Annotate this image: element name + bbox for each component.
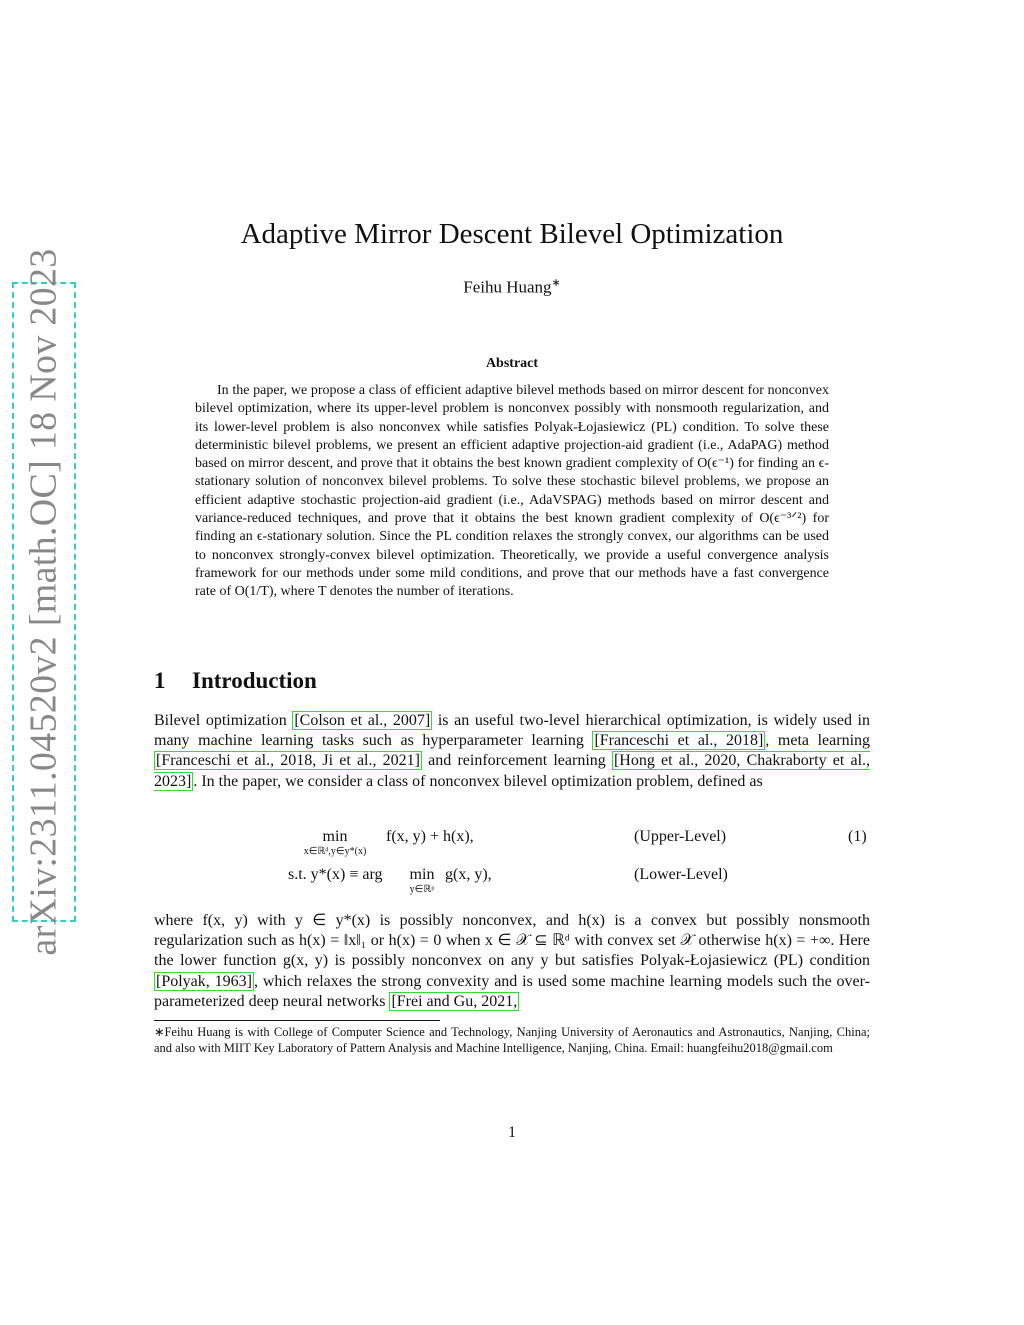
- min-operator: min: [322, 828, 348, 845]
- author-footnote-mark[interactable]: ∗: [551, 277, 561, 289]
- equation-row1-label: (Upper-Level): [634, 828, 727, 845]
- footnote-divider: [154, 1020, 440, 1021]
- author-name: Feihu Huang: [463, 277, 552, 297]
- equation-row1-expression: f(x, y) + h(x),: [386, 828, 474, 845]
- page-number: 1: [508, 1124, 516, 1141]
- equation-number: (1): [848, 828, 867, 845]
- text-run: , meta learning: [765, 732, 871, 750]
- section-heading: [154, 668, 317, 694]
- equation-row2-operator: [404, 866, 440, 895]
- section-number: 1: [154, 668, 166, 693]
- citation-link[interactable]: [Polyak, 1963]: [156, 972, 252, 990]
- text-run: . In the paper, we consider a class of nonconvex bilevel optimization problem, defined as: [193, 772, 763, 790]
- abstract-text: In the paper, we propose a class of efficient adaptive bilevel methods based on mirror descent for nonconvex bilevel optimization, where its upper-level problem is nonconvex possibly with nonsmooth regularization, and its lower-level problem is also nonconvex while satisfies Polyak-Łojasiewicz (PL) condition. To solve these deterministic bilevel problems, we present an efficient adaptive projection-aid gradient (i.e., AdaPAG) method based on mirror descent, and prove that it obtains the best known gradient complexity of O(ϵ⁻¹) for finding an ϵ-stationary solution of nonconvex bilevel problems. To solve these stochastic bilevel problems, we propose an efficient adaptive stochastic projection-aid gradient (i.e., AdaVSPAG) methods based on mirror descent and variance-reduced techniques, and prove that it obtains the best known gradient complexity of O(ϵ⁻³ᐟ²) for finding an ϵ-stationary solution. Since the PL condition relaxes the strongly convex, our algorithms can be used to nonconvex strongly-convex bilevel optimization. Theoretically, we provide a useful convergence analysis framework for our methods under some mild conditions, and prove that our methods have a fast convergence rate of O(1/T), where T denotes the number of iterations.: [195, 383, 829, 600]
- paper-title: Adaptive Mirror Descent Bilevel Optimization: [240, 218, 784, 250]
- text-run: is an useful two-level hierarchical optimization, is widely used in many machine learning tasks such as hyperparameter learning: [154, 712, 870, 750]
- equation-row2-expression: g(x, y),: [445, 866, 492, 883]
- citation-link[interactable]: [Hong et al., 2020, Chakraborty et al., 2023]: [154, 752, 871, 790]
- equation-row1-operator: [288, 828, 382, 857]
- citation-link[interactable]: [Colson et al., 2007]: [294, 712, 431, 729]
- equation-row2-label: (Lower-Level): [634, 866, 728, 883]
- arxiv-stamp-text: arXiv:2311.04520v2 [math.OC] 18 Nov 2023: [23, 248, 66, 956]
- text-run: Bilevel optimization: [154, 712, 293, 729]
- text-run: , which relaxes the strong convexity and is used some machine learning models such the over-parameterized deep neural networks: [154, 972, 870, 1010]
- author-line: [0, 276, 1024, 298]
- citation-link[interactable]: [Frei and Gu, 2021,: [391, 992, 518, 1010]
- text-run: where f(x, y) with y ∈ y*(x) is possibly nonconvex, and h(x) is a convex but possibly nonsmooth regularization such as h(x) = ‖x‖₁ or h(x) = 0 when x ∈ 𝒳 ⊆ ℝᵈ with convex set 𝒳 otherwise h(x) = +∞. Here the lower function g(x, y) is possibly nonconvex on any y but satisfies Polyak-Łojasiewicz (PL) condition: [154, 912, 870, 970]
- abstract-heading: Abstract: [485, 356, 539, 371]
- min-operator: min: [409, 866, 435, 883]
- equation-row2-prefix: s.t. y*(x) ≡ arg: [288, 866, 383, 883]
- min-subscript: y∈ℝᵖ: [409, 884, 435, 895]
- citation-link[interactable]: [Franceschi et al., 2018]: [594, 732, 764, 750]
- footnote: ∗Feihu Huang is with College of Computer Science and Technology, Nanjing University of Aeronautics and Astronautics, Nanjing, China; and also with MIIT Key Laboratory of Pattern Analysis and Machine Intelligence, Nanjing, China. Email: huangfeihu2018@gmail.com: [154, 1025, 870, 1055]
- arxiv-stamp[interactable]: [12, 248, 76, 956]
- section-title: Introduction: [192, 668, 317, 693]
- citation-link[interactable]: [Franceschi et al., 2018, Ji et al., 2021]: [156, 752, 421, 770]
- text-run: and reinforcement learning: [422, 752, 612, 770]
- min-subscript: x∈ℝᵈ,y∈y*(x): [303, 846, 367, 857]
- intro-paragraph-1: [154, 711, 870, 792]
- intro-paragraph-2: [154, 911, 870, 1012]
